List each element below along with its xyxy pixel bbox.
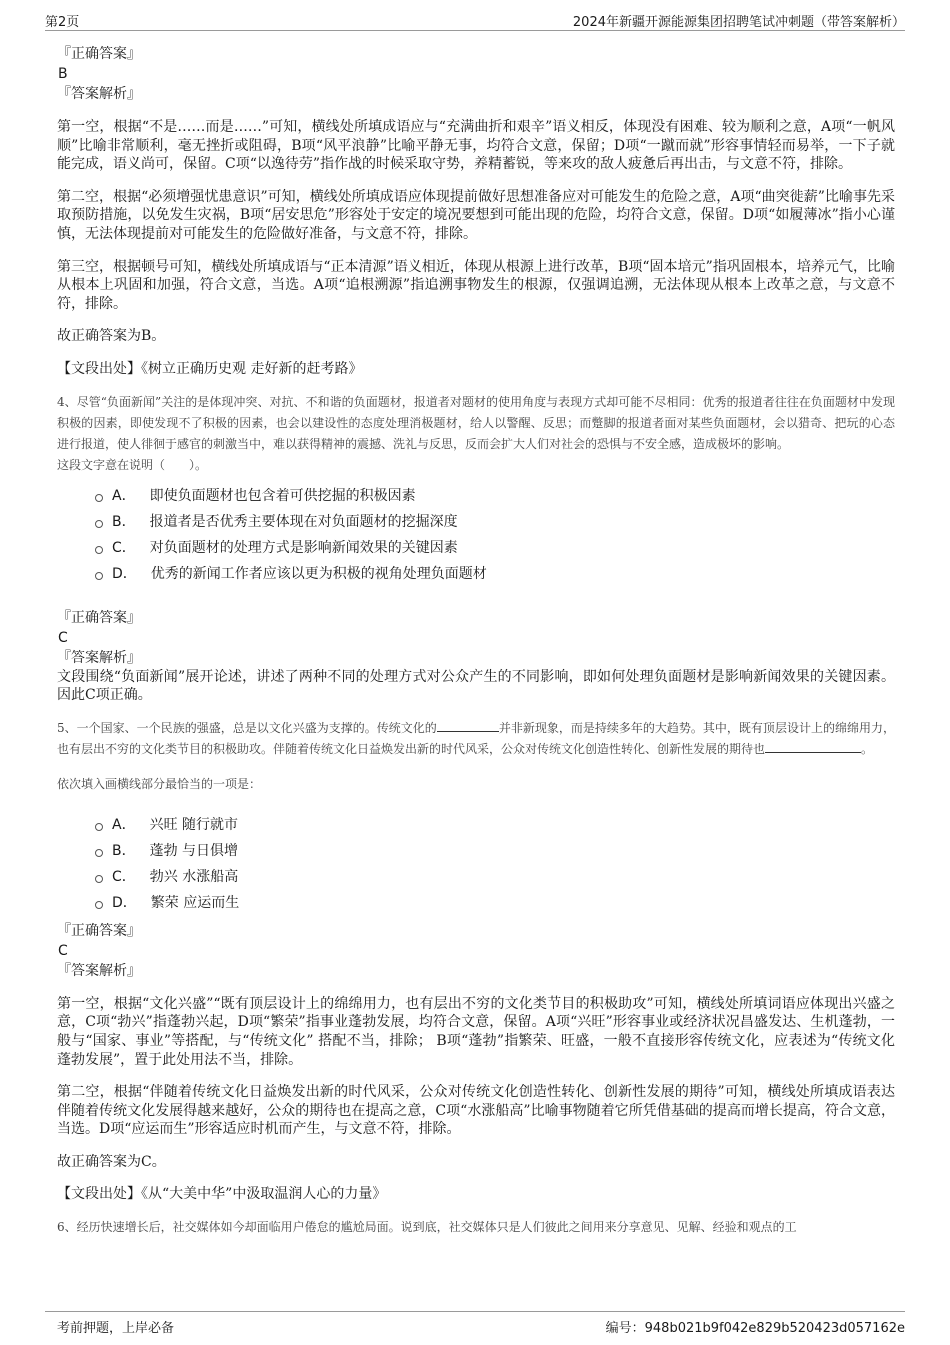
option-text: 繁荣 应运而生 [150,894,240,911]
radio-icon[interactable] [95,546,103,554]
analysis-paragraph: 文段围绕“负面新闻”展开论述，讲述了两种不同的处理方式对公众产生的不同影响，即如何处理负面题材是影响新闻效果的关键因素。因此C项正确。 [57,668,895,704]
option-d[interactable] [95,889,895,915]
correct-answer-value: B [58,66,68,82]
question-text: 6、经历快速增长后，社交媒体如今却面临用户倦怠的尴尬局面。说到底，社交媒体只是人们彼此之间用来分享意见、见解、经验和观点的工 [57,1220,797,1235]
option-a[interactable] [95,482,895,508]
option-b[interactable] [95,837,895,863]
option-text: 勃兴 水涨船高 [149,868,239,885]
question-text-part: 5、一个国家、一个民族的强盛，总是以文化兴盛为支撑的。传统文化的 [57,720,437,735]
option-text: 兴旺 随行就市 [149,816,239,833]
radio-icon[interactable] [95,520,103,528]
option-key: A． [112,487,136,504]
question-prompt: 这段文字意在说明（ ）。 [57,457,208,472]
correct-answer-label: 『正确答案』 [57,922,141,939]
option-b[interactable] [95,508,895,534]
option-key: D． [112,894,137,911]
question-text: 4、尽管“负面新闻”关注的是体现冲突、对抗、不和谐的负面题材，报道者对题材的使用角度与表现方式却可能不尽相同：优秀的报道者往往在负面题材中发现积极的因素，即使发现不了积极的因素，也会以建设性的态度处理消极题材，给人以警醒、反思；而蹩脚的报道者面对某些负面题材，会以猎奇、把玩的心态进行报道，使人徘徊于感官的刺激当中，难以获得精神的震撼、洗礼与反思，反而会扩大人们对社会的恐惧与不安全感，造成极坏的影响。 [57,394,895,451]
option-a[interactable] [95,811,895,837]
document-title: 2024年新疆开源能源集团招聘笔试冲刺题（带答案解析） [572,15,905,30]
option-key: A． [112,816,136,833]
option-key: B． [112,513,136,530]
correct-answer-label: 『正确答案』 [57,609,141,626]
radio-icon[interactable] [95,875,103,883]
document-content [57,44,895,1238]
options-list [95,482,895,586]
conclusion: 故正确答案为C。 [57,1153,166,1170]
analysis-label: 『答案解析』 [57,649,141,666]
analysis-paragraph: 第一空，根据“文化兴盛”“既有顶层设计上的绵绵用力，也有层出不穷的文化类节目的积极助攻”可知，横线处所填词语应体现出兴盛之意，C项“勃兴”指蓬勃兴起，D项“繁荣”指事业蓬勃发展，均符合文意，保留。A项“兴旺”形容事业或经济状况昌盛发达、生机蓬勃，一般与“国家、事业”等搭配，与“传统文化” 搭配不当，排除； B项“蓬勃”指繁荣、旺盛，一般不直接形容传统文化，应表述为“传统文化蓬勃发展”，置于此处用法不当，排除。 [57,995,895,1068]
option-key: C． [112,539,136,556]
correct-answer-label: 『正确答案』 [57,46,141,62]
option-text: 对负面题材的处理方式是影响新闻效果的关键因素 [149,539,458,556]
question-text [57,718,895,760]
radio-icon[interactable] [95,494,103,502]
option-c[interactable] [95,534,895,560]
option-text: 报道者是否优秀主要体现在对负面题材的挖掘深度 [149,513,458,530]
option-d[interactable] [95,560,895,586]
page-number: 第2页 [45,15,80,30]
analysis-paragraph: 第一空，根据“不是……而是……”可知，横线处所填成语应与“充满曲折和艰辛”语义相反，体现没有困难、较为顺利之意，A项“一帆风顺”比喻非常顺利，毫无挫折或阻碍，B项“风平浪静”比喻平静无事，均符合文意，保留；D项“一蹴而就”形容事情轻而易举，一下子就能完成，语义尚可，保留。C项“以逸待劳”指作战的时候采取守势，养精蓄锐，等来攻的敌人疲惫后再出击，与文意不符，排除。 [57,119,895,173]
option-text: 蓬勃 与日俱增 [149,842,239,859]
analysis-paragraph: 第二空，根据“伴随着传统文化日益焕发出新的时代风采，公众对传统文化创造性转化、创新性发展的期待”可知，横线处所填成语表达伴随着传统文化发展得越来越好，公众的期待也在提高之意，C项“水涨船高”比喻事物随着它所凭借基础的提高而增长提高，符合文意，当选。D项“应运而生”形容适应时机而产生，与文意不符，排除。 [57,1084,895,1138]
radio-icon[interactable] [95,823,103,831]
option-key: C． [112,868,136,885]
analysis-label: 『答案解析』 [57,962,141,979]
fill-blank [437,718,499,732]
page-header [45,8,905,31]
radio-icon[interactable] [95,849,103,857]
options-list [95,811,895,915]
option-text: 优秀的新闻工作者应该以更为积极的视角处理负面题材 [150,565,487,582]
footer-slogan: 考前押题，上岸必备 [57,1321,175,1336]
fill-blank [765,739,861,753]
question-text-part: 。 [861,741,874,756]
correct-answer-value: C [58,629,68,646]
radio-icon[interactable] [95,572,103,580]
document-id: 编号：948b021b9f042e829b520423d057162e [605,1321,905,1336]
source-citation: 【文段出处】《从“大美中华”中汲取温润人心的力量》 [57,1186,387,1203]
option-text: 即使负面题材也包含着可供挖掘的积极因素 [149,487,416,504]
analysis-label: 『答案解析』 [57,86,141,102]
correct-answer-value: C [58,942,68,959]
source-citation: 【文段出处】《树立正确历史观 走好新的赶考路》 [57,360,363,377]
page-footer [45,1311,905,1334]
analysis-paragraph: 第三空，根据顿号可知，横线处所填成语与“正本清源”语义相近，体现从根源上进行改革，B项“固本培元”指巩固根本，培养元气，比喻从根本上巩固和加强，符合文意，当选。A项“追根溯源”指追溯事物发生的根源，仅强调追溯，无法体现从根本上改革之意，与文意不符，排除。 [57,258,895,312]
option-c[interactable] [95,863,895,889]
option-key: D． [112,565,137,582]
conclusion: 故正确答案为B。 [57,328,166,345]
radio-icon[interactable] [95,901,103,909]
question-prompt: 依次填入画横线部分最恰当的一项是： [57,776,262,791]
question-text-part: 并非新现象，而是持续多年的大趋势。其中，既有顶层设计上的绵绵用力，也有层出不穷的文化类节目的积极助攻。伴随着传统文化日益焕发出新的时代风采，公众对传统文化创造性转化、创新性发展的期待也 [57,720,895,756]
analysis-paragraph: 第二空，根据“必须增强忧患意识”可知，横线处所填成语应体现提前做好思想准备应对可能发生的危险之意，A项“曲突徙薪”比喻事先采取预防措施，以免发生灾祸，B项“居安思危”形容处于安定的境况要想到可能出现的危险，均符合文意，保留。D项“如履薄冰”指小心谨慎，无法体现提前对可能发生的危险做好准备，与文意不符，排除。 [57,188,895,242]
option-key: B． [112,842,136,859]
